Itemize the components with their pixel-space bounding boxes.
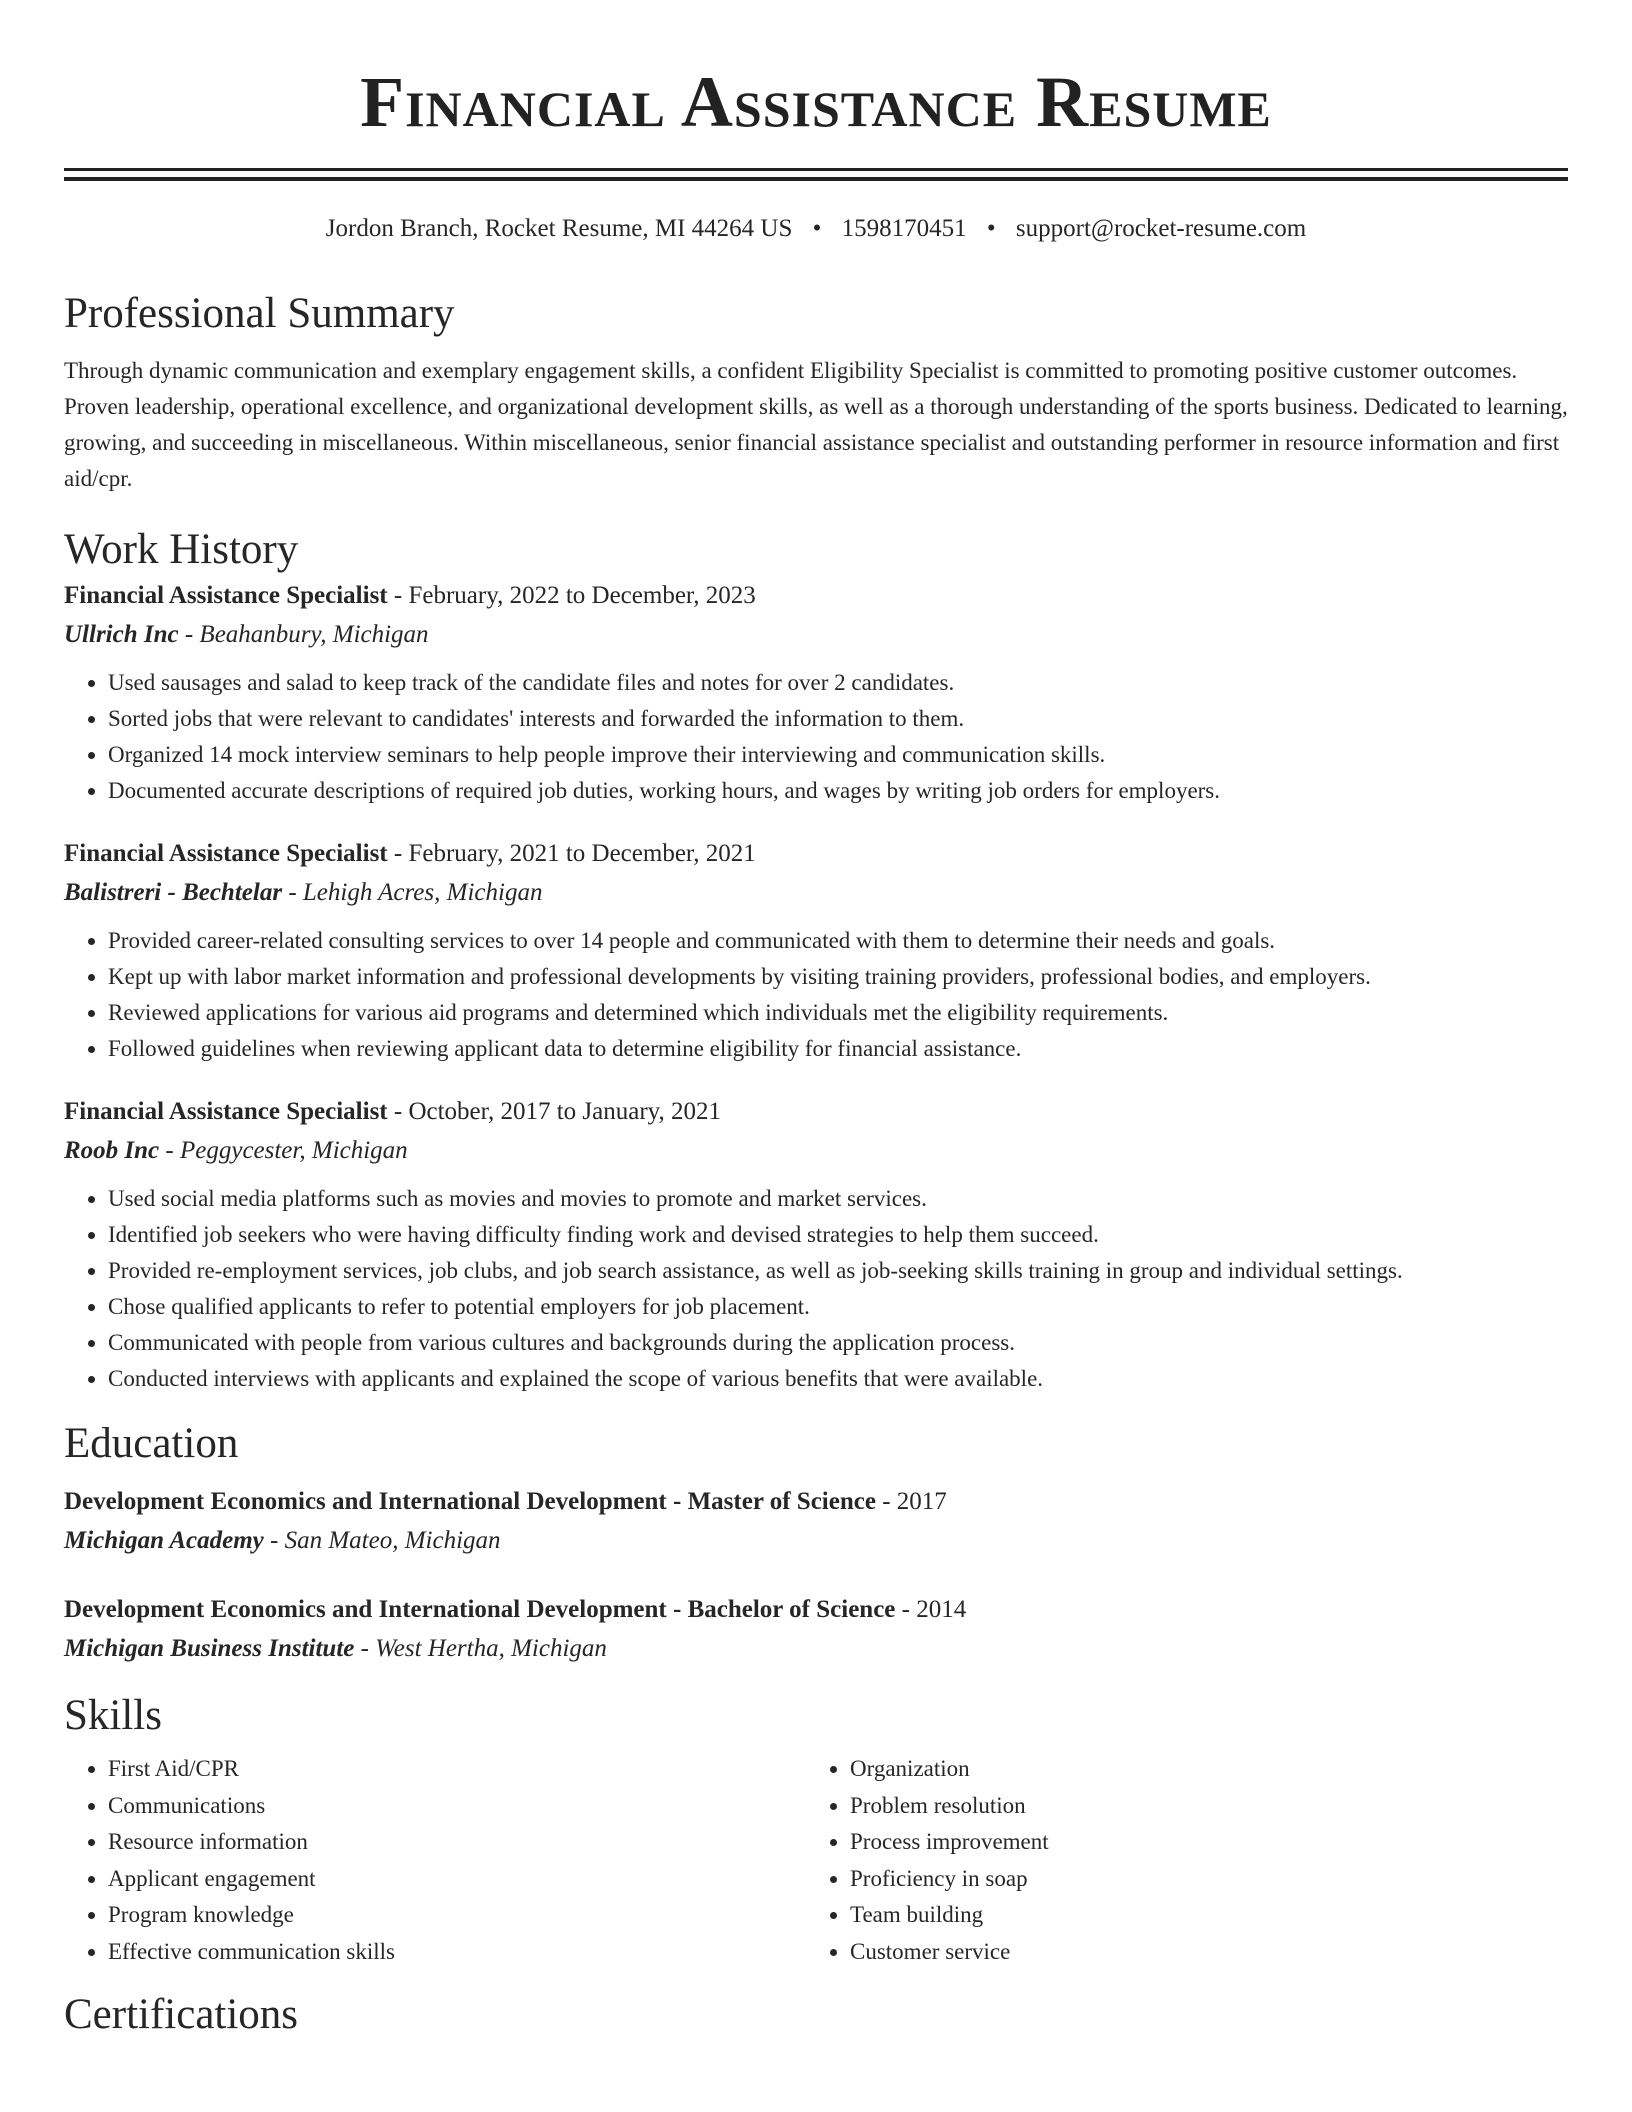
degree-name: Development Economics and International Development - Bachelor of Science	[64, 1596, 896, 1623]
skills-heading: Skills	[64, 1692, 162, 1739]
employer-location: - Beahanbury, Michigan	[178, 621, 429, 648]
work-history-heading: Work History	[64, 526, 299, 573]
job-duty: • Identified job seekers who were having difficulty finding work and devised strategies to help them succeed.	[108, 1217, 1568, 1253]
education-section	[64, 1417, 1568, 1669]
job-duty: • Organized 14 mock interview seminars to help people improve their interviewing and communication skills.	[108, 737, 1568, 773]
job-duty: • Documented accurate descriptions of required job duties, working hours, and wages by writing job orders for employers.	[108, 773, 1568, 809]
skills-list-left	[64, 1751, 806, 1970]
job-duty: • Sorted jobs that were relevant to candidates' interests and forwarded the information to them.	[108, 701, 1568, 737]
school-location: - San Mateo, Michigan	[263, 1527, 501, 1554]
employer-location: - Peggycester, Michigan	[159, 1137, 408, 1164]
summary-heading: Professional Summary	[64, 290, 455, 337]
skill-item: • Process improvement	[850, 1824, 1548, 1861]
contact-email: support@rocket-resume.com	[1015, 215, 1307, 242]
skill-item: • Communications	[108, 1788, 806, 1825]
title-divider-thick	[64, 177, 1568, 181]
skill-item: • Resource information	[108, 1824, 806, 1861]
job-duties-list	[64, 923, 1568, 1067]
degree-year: - 2017	[875, 1488, 947, 1515]
job-dates: - October, 2017 to January, 2021	[387, 1098, 722, 1125]
school-location: - West Hertha, Michigan	[354, 1635, 607, 1662]
summary-section	[64, 287, 1568, 497]
job-title: Financial Assistance Specialist	[64, 582, 388, 609]
employer-line	[64, 1131, 1568, 1171]
contact-address: Jordon Branch, Rocket Resume, MI 44264 US	[325, 215, 793, 242]
job-duty: • Chose qualified applicants to refer to potential employers for job placement.	[108, 1289, 1568, 1325]
certifications-heading: Certifications	[64, 1991, 299, 2038]
skills-section	[64, 1689, 1568, 1970]
skill-item: • Proficiency in soap	[850, 1861, 1548, 1898]
job-dates: - February, 2021 to December, 2021	[387, 840, 756, 867]
skill-item: • First Aid/CPR	[108, 1751, 806, 1788]
summary-text: Through dynamic communication and exemplary engagement skills, a confident Eligibility Specialist is committed to promoting positive customer outcomes. Proven leadership, operational excellence, and organizational development skills, as well as a thorough understanding of the sports business. Dedicated to learning, growing, and succeeding in miscellaneous. Within miscellaneous, senior financial assistance specialist and outstanding performer in resource information and first aid/cpr.	[64, 358, 1568, 491]
skill-item: • Effective communication skills	[108, 1934, 806, 1971]
job-duty: • Conducted interviews with applicants and explained the scope of various benefits that were available.	[108, 1361, 1568, 1397]
work-history-section	[64, 523, 1568, 1397]
job-duty: • Provided re-employment services, job clubs, and job search assistance, as well as job-seeking skills training in group and individual settings.	[108, 1253, 1568, 1289]
skill-item: • Applicant engagement	[108, 1861, 806, 1898]
job-title: Financial Assistance Specialist	[64, 840, 388, 867]
skills-list-right	[806, 1751, 1548, 1970]
education-entry	[64, 1591, 1568, 1669]
job-header	[64, 1093, 1568, 1131]
job-dates: - February, 2022 to December, 2023	[387, 582, 756, 609]
contact-separator: •	[812, 215, 822, 242]
title-divider-thin	[64, 168, 1568, 171]
school-name: Michigan Business Institute	[64, 1635, 355, 1662]
job-header	[64, 577, 1568, 615]
school-name: Michigan Academy	[64, 1527, 264, 1554]
job-header	[64, 835, 1568, 873]
degree-line	[64, 1591, 1568, 1629]
resume-title: Financial Assistance Resume	[360, 62, 1272, 142]
job-title: Financial Assistance Specialist	[64, 1098, 388, 1125]
school-line	[64, 1521, 1568, 1561]
skill-item: • Organization	[850, 1751, 1548, 1788]
job-duties-list	[64, 665, 1568, 809]
job-duty: • Provided career-related consulting services to over 14 people and communicated with them to determine their needs and goals.	[108, 923, 1568, 959]
employer-line	[64, 615, 1568, 655]
job-duty: • Used sausages and salad to keep track of the candidate files and notes for over 2 candidates.	[108, 665, 1568, 701]
job-duty: • Followed guidelines when reviewing applicant data to determine eligibility for financial assistance.	[108, 1031, 1568, 1067]
job-duty: • Kept up with labor market information and professional developments by visiting training providers, professional bodies, and employers.	[108, 959, 1568, 995]
skill-item: • Problem resolution	[850, 1788, 1548, 1825]
employer-line	[64, 873, 1568, 913]
degree-year: - 2014	[895, 1596, 967, 1623]
job-duties-list	[64, 1181, 1568, 1397]
contact-separator: •	[986, 215, 996, 242]
job-entry	[64, 1093, 1568, 1397]
skill-item: • Customer service	[850, 1934, 1548, 1971]
job-entry	[64, 835, 1568, 1067]
contact-phone: 1598170451	[841, 215, 967, 242]
skills-grid	[64, 1751, 1568, 1970]
job-entry	[64, 577, 1568, 809]
employer-name: Balistreri - Bechtelar	[64, 879, 283, 906]
school-line	[64, 1629, 1568, 1669]
education-entry	[64, 1483, 1568, 1561]
job-duty: • Reviewed applications for various aid programs and determined which individuals met the eligibility requirements.	[108, 995, 1568, 1031]
job-duty: • Used social media platforms such as movies and movies to promote and market services.	[108, 1181, 1568, 1217]
degree-name: Development Economics and International Development - Master of Science	[64, 1488, 876, 1515]
job-duty: • Communicated with people from various cultures and backgrounds during the application process.	[108, 1325, 1568, 1361]
employer-name: Roob Inc	[64, 1137, 160, 1164]
employer-name: Ullrich Inc	[64, 621, 179, 648]
contact-line	[64, 213, 1568, 245]
degree-line	[64, 1483, 1568, 1521]
education-heading: Education	[64, 1420, 239, 1467]
skill-item: • Program knowledge	[108, 1897, 806, 1934]
certifications-section	[64, 1988, 1568, 2042]
skill-item: • Team building	[850, 1897, 1548, 1934]
employer-location: - Lehigh Acres, Michigan	[282, 879, 543, 906]
